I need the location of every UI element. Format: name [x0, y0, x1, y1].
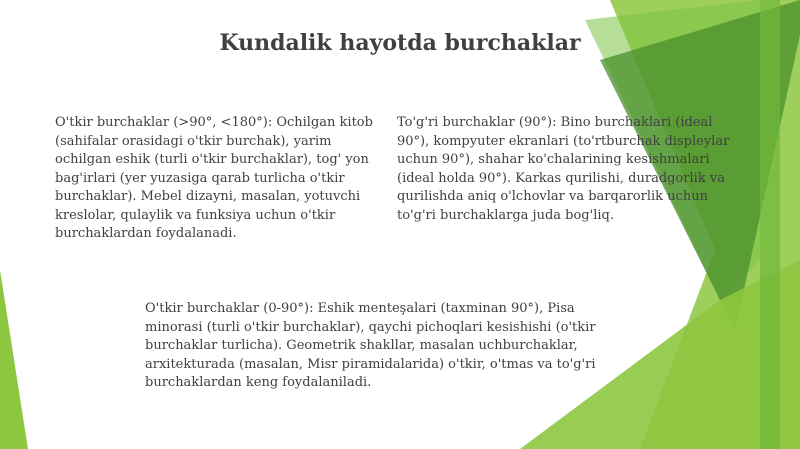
acute-angles-paragraph-left: O'tkir burchaklar (>90°, <180°): Ochilgan kitob (sahifalar orasidagi o'tkir burchak), yarim ochilgan eshik (turli o'tkir burchaklar), tog' yon bag'irlari (yer yuzasiga qarab turlicha o'tkir burchaklar). Mebel dizayni, masalan, yotuvchi kreslolar, qulaylik va funksiya uchun o'tkir burchaklardan foydalanadi. — [55, 115, 373, 241]
right-angles-paragraph: To'g'ri burchaklar (90°): Bino burchaklari (ideal 90°), kompyuter ekranlari (to'rtburchak displeylar uchun 90°), shahar ko'chalarining kesishmalari (ideal holda 90°). Karkas qurilishi, duradgorlik va qurilishda aniq o'lchovlar va barqarorlik uchun to'g'ri burchaklarga juda bog'liq. — [397, 115, 730, 223]
left-green-sliver — [0, 270, 28, 449]
slide-title: Kundalik hayotda burchaklar — [219, 30, 581, 56]
acute-angles-paragraph-bottom: O'tkir burchaklar (0-90°): Eshik menteşalari (taxminan 90°), Pisa minorasi (turli o'tkir burchaklar), qaychi pichoqlari kesishishi (o'tkir burchaklar turlicha). Geometrik shakllar, masalan uchburchaklar, arxitekturada (masalan, Misr piramidalarida) o'tkir, o'tmas va to'g'ri burchaklardan keng foydalaniladi. — [145, 301, 596, 390]
right-edge-strip — [760, 0, 780, 449]
